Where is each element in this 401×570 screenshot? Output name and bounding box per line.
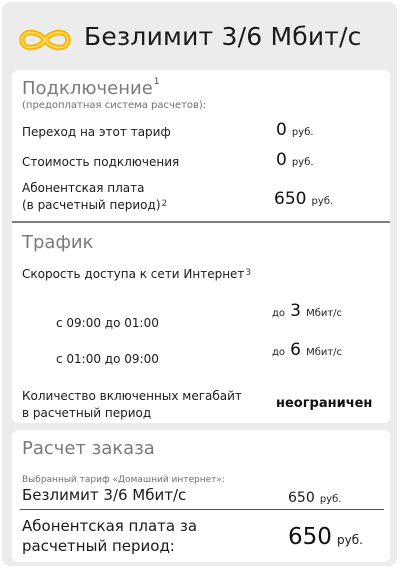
connection-title-text: Подключение [22, 78, 153, 99]
internet-speed-label [22, 266, 251, 283]
order-section-title: Расчет заказа [22, 438, 155, 459]
currency-unit: руб. [311, 196, 334, 207]
selected-price-amount: 650 [288, 490, 315, 506]
connection-cost-label: Стоимость подключения [22, 155, 180, 169]
currency-unit: руб. [319, 494, 342, 505]
section-divider [12, 221, 390, 223]
total-fee-amount: 650 [288, 524, 332, 550]
currency-unit: руб. [337, 533, 363, 547]
connection-subtitle: (предоплатная система расчетов): [22, 100, 207, 111]
transfer-fee-value [276, 120, 314, 140]
included-megabytes-line2: в расчетный период [22, 406, 152, 420]
footnote-marker: 3 [245, 268, 252, 278]
speed-prefix: до [272, 308, 286, 319]
total-fee-line1: Абонентская плата за [22, 517, 198, 535]
currency-unit: руб. [291, 157, 314, 168]
day-speed-value: 3 [290, 301, 301, 321]
header [2, 2, 397, 68]
subscription-fee-value [274, 189, 333, 209]
currency-unit: руб. [291, 127, 314, 138]
footnote-marker: 2 [161, 199, 168, 209]
total-fee-label [22, 516, 197, 556]
page-title: Безлимит 3/6 Мбит/с [84, 22, 362, 51]
total-fee-value [288, 524, 363, 550]
subscription-fee-line2-wrap [22, 197, 167, 214]
included-megabytes-label [22, 388, 242, 422]
speed-unit: Мбит/с [306, 308, 343, 319]
tariff-card [2, 2, 397, 566]
subscription-fee-label [22, 180, 167, 214]
tariff-details-panel [12, 70, 390, 423]
total-fee-line2: расчетный период: [22, 537, 175, 555]
day-period-speed [272, 301, 342, 321]
night-period-speed [272, 340, 342, 360]
subscription-fee-line2: (в расчетный период) [22, 198, 161, 212]
subscription-fee-amount: 650 [274, 189, 307, 209]
connection-cost-value [276, 150, 314, 170]
day-period-time: с 09:00 до 01:00 [56, 316, 159, 330]
summary-divider [20, 509, 384, 510]
connection-section-title [22, 78, 160, 99]
transfer-fee-amount: 0 [276, 120, 287, 140]
speed-prefix: до [272, 347, 286, 358]
internet-speed-text: Скорость доступа к сети Интернет [22, 267, 245, 281]
transfer-fee-label: Переход на этот тариф [22, 125, 171, 139]
connection-cost-amount: 0 [276, 150, 287, 170]
order-summary-panel [12, 430, 390, 562]
footnote-marker: 1 [153, 77, 160, 87]
traffic-section-title: Трафик [22, 232, 94, 253]
speed-unit: Мбит/с [306, 347, 343, 358]
night-speed-value: 6 [290, 340, 301, 360]
included-megabytes-value: неограничен [276, 396, 373, 411]
included-megabytes-line1: Количество включенных мегабайт [22, 389, 242, 403]
infinity-icon [16, 26, 74, 54]
selected-tariff-caption: Выбранный тариф «Домашний интернет»: [22, 475, 225, 485]
night-period-time: с 01:00 до 09:00 [56, 352, 159, 366]
selected-tariff-price [288, 487, 341, 506]
selected-tariff-name: Безлимит 3/6 Мбит/с [22, 486, 187, 504]
subscription-fee-line1: Абонентская плата [22, 181, 145, 195]
